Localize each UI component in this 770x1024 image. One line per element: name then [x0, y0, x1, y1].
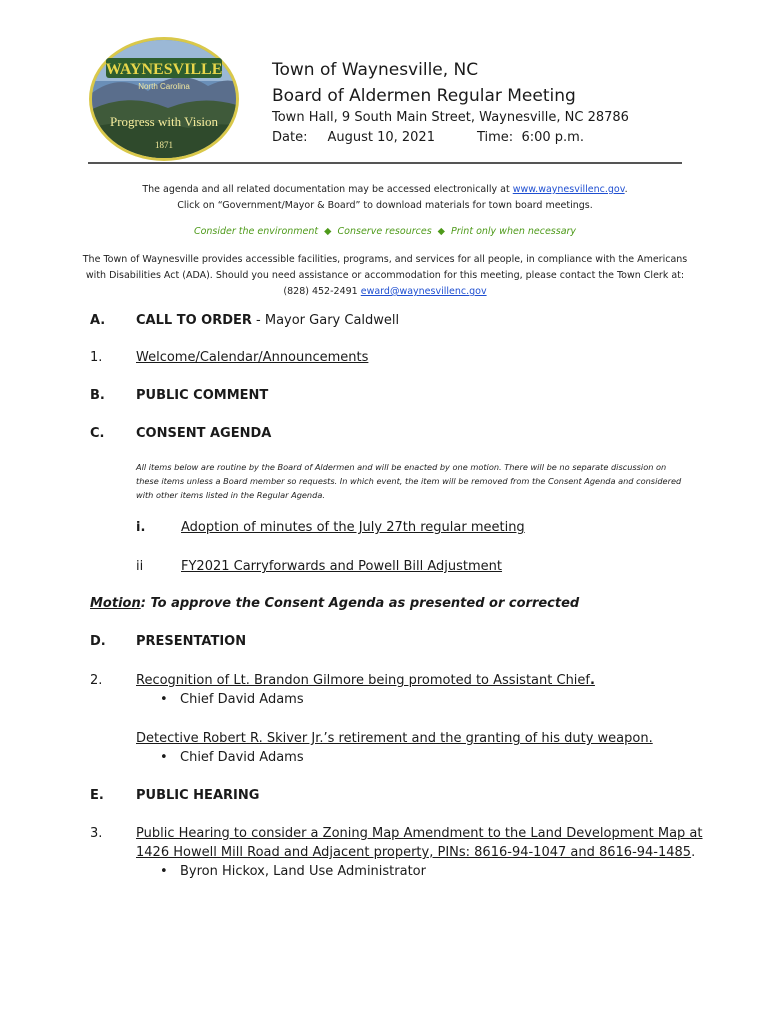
- item-2-presenter-name: Chief David Adams: [180, 692, 304, 707]
- item-c-i-label: i.: [136, 520, 146, 535]
- section-a-title: CALL TO ORDER: [136, 313, 252, 328]
- env-note-3: Print only when necessary: [451, 226, 577, 237]
- item-2-presenter: [160, 692, 304, 707]
- item-3-title-line1: Public Hearing to consider a Zoning Map Amendment to the Land Development Map at: [136, 826, 703, 841]
- env-note-2: Conserve resources: [337, 226, 432, 237]
- item-2-title: [136, 673, 595, 688]
- consent-agenda-note: [136, 460, 696, 502]
- motion-text: : To approve the Consent Agenda as presented or corrected: [140, 596, 580, 611]
- bullet-icon: •: [160, 864, 168, 879]
- town-name: Town of Waynesville, NC: [272, 60, 479, 80]
- consent-note-3: with other items listed in the Regular Agenda.: [136, 490, 325, 500]
- ada-line-2: with Disabilities Act (ADA). Should you need assistance or accommodation for this meeting, please contact the Town Clerk at:: [85, 270, 685, 281]
- logo-year: 1871: [155, 140, 173, 150]
- town-logo: [88, 36, 240, 162]
- meeting-time: 6:00 p.m.: [521, 130, 584, 145]
- item-c-ii-label: ii: [136, 559, 144, 574]
- item-1-label: 1.: [90, 350, 103, 365]
- time-label: Time:: [476, 130, 514, 145]
- item-2b-title: Detective Robert R. Skiver Jr.’s retirement and the granting of his duty weapon.: [136, 731, 653, 746]
- section-a-label: A.: [90, 313, 106, 328]
- logo-motto: Progress with Vision: [109, 114, 219, 129]
- item-2-label: 2.: [90, 673, 103, 688]
- section-c-title: CONSENT AGENDA: [136, 426, 272, 441]
- section-e-title: PUBLIC HEARING: [136, 788, 260, 803]
- item-2b-presenter-name: Chief David Adams: [180, 750, 304, 765]
- download-instructions: Click on “Government/Mayor & Board” to download materials for town board meetings.: [177, 200, 593, 211]
- section-d-title: PRESENTATION: [136, 634, 247, 649]
- section-b-label: B.: [90, 388, 105, 403]
- section-d-label: D.: [90, 634, 106, 649]
- meeting-title: Board of Aldermen Regular Meeting: [272, 86, 576, 106]
- clerk-email-link[interactable]: eward@waynesvillenc.gov: [360, 286, 487, 297]
- bullet-icon: •: [160, 750, 168, 765]
- item-2b-presenter: [160, 750, 304, 765]
- section-a: [136, 313, 399, 328]
- section-c-label: C.: [90, 426, 105, 441]
- item-3-title-line2: [136, 845, 695, 860]
- item-3-title-line2-text: 1426 Howell Mill Road and Adjacent property, PINs: 8616-94-1047 and 8616-94-1485: [136, 845, 692, 860]
- item-3-title-end: .: [691, 845, 696, 860]
- clerk-phone: (828) 452-2491: [283, 286, 361, 297]
- logo-state: North Carolina: [138, 82, 190, 91]
- item-c-ii-title: FY2021 Carryforwards and Powell Bill Adjustment: [181, 559, 503, 574]
- bullet-icon: •: [160, 692, 168, 707]
- env-note-1: Consider the environment: [193, 226, 319, 237]
- ada-notice: [80, 252, 690, 300]
- item-3-presenter-name: Byron Hickox, Land Use Administrator: [180, 864, 426, 879]
- access-notice: [80, 182, 690, 214]
- motion: [90, 596, 579, 611]
- website-link[interactable]: www.waynesvillenc.gov: [512, 184, 625, 195]
- consent-note-1: All items below are routine by the Board of Aldermen and will be enacted by one motion. There will be no separate discussion on: [136, 462, 667, 472]
- section-b-title: PUBLIC COMMENT: [136, 388, 269, 403]
- logo-name: WAYNESVILLE: [105, 61, 223, 78]
- item-3-presenter: [160, 864, 426, 879]
- item-c-i-title: Adoption of minutes of the July 27th regular meeting: [181, 520, 525, 535]
- item-2-title-end: .: [590, 673, 595, 688]
- section-a-presider: - Mayor Gary Caldwell: [251, 313, 400, 328]
- environment-note: Consider the environment ◆ Conserve resources ◆ Print only when necessary: [193, 226, 577, 237]
- consent-note-2: these items unless a Board member so requests. In which event, the item will be removed from the Consent Agenda and considered: [136, 476, 682, 486]
- access-end: .: [624, 184, 628, 195]
- meeting-date-time: [272, 130, 584, 145]
- item-3-label: 3.: [90, 826, 103, 841]
- header-divider: [88, 162, 682, 164]
- item-2-title-text: Recognition of Lt. Brandon Gilmore being promoted to Assistant Chief: [136, 673, 590, 688]
- access-text: The agenda and all related documentation may be accessed electronically at: [142, 184, 513, 195]
- item-1-title: Welcome/Calendar/Announcements: [136, 350, 369, 365]
- section-e-label: E.: [90, 788, 104, 803]
- meeting-address: Town Hall, 9 South Main Street, Waynesville, NC 28786: [272, 110, 629, 125]
- date-label: Date:: [272, 130, 308, 145]
- motion-label: Motion: [90, 596, 141, 611]
- meeting-date: August 10, 2021: [327, 130, 435, 145]
- ada-line-1: The Town of Waynesville provides accessible facilities, programs, and services for all people, in compliance with the Americans: [82, 254, 688, 265]
